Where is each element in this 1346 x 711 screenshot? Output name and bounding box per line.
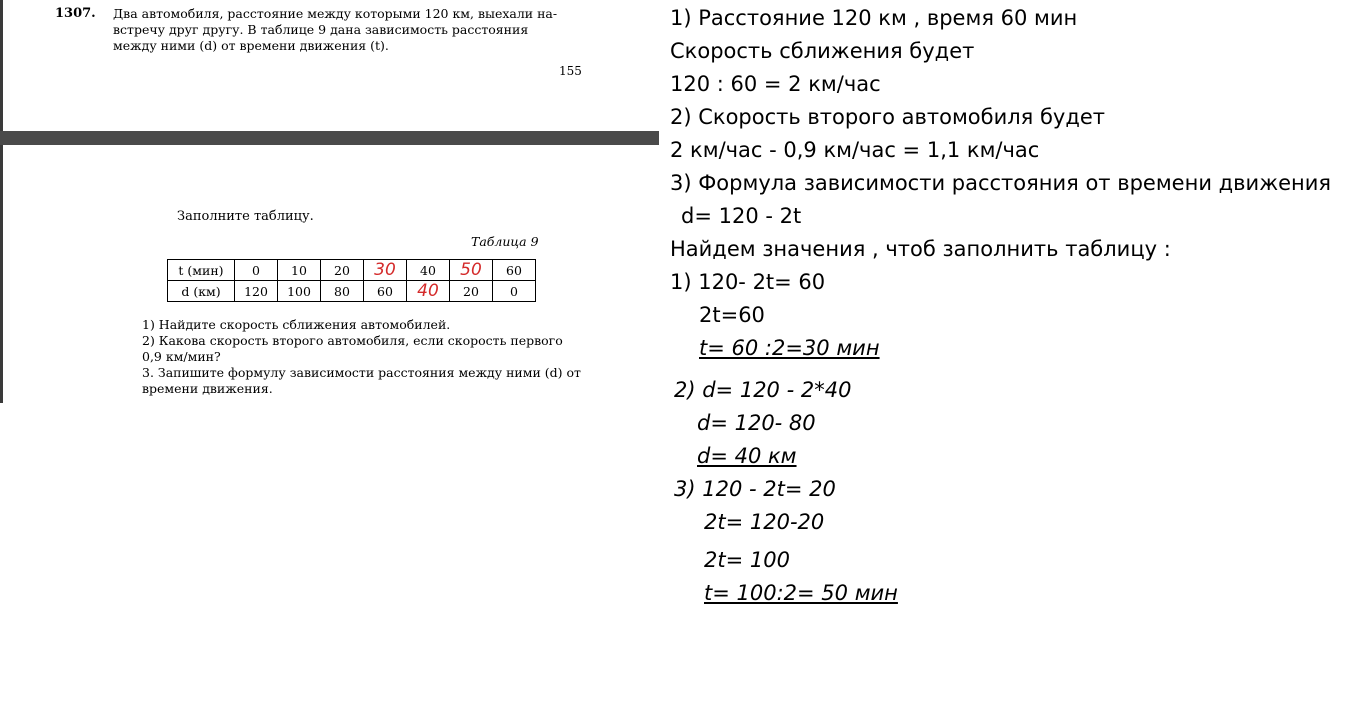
table-cell: 60 <box>493 260 536 281</box>
table-row <box>168 260 536 281</box>
solution-line: 2t=60 <box>699 303 765 327</box>
question-line: 2) Какова скорость второго автомобиля, если скорость первого <box>142 333 563 348</box>
table-cell: 80 <box>321 281 364 302</box>
question-line: 1) Найдите скорость сближения автомобилей. <box>142 317 451 332</box>
table-cell: 120 <box>235 281 278 302</box>
question-line: 3. Запишите формулу зависимости расстояния между ними (d) от <box>142 365 581 380</box>
textbook-table-panel <box>0 145 659 403</box>
solution-line: Скорость сближения будет <box>670 39 975 63</box>
problem-text-line: Два автомобиля, расстояние между которыми 120 км, выехали на- <box>113 6 558 21</box>
solution-line: 3) Формула зависимости расстояния от времени движения <box>670 171 1332 195</box>
handwritten-cell: 40 <box>407 281 450 302</box>
answer-line: d= 40 км <box>697 444 797 468</box>
question-line: 0,9 км/мин? <box>142 349 221 364</box>
answer-line: t= 100:2= 50 мин <box>704 581 898 605</box>
fill-instruction: Заполните таблицу. <box>177 209 314 224</box>
solution-line: 1) 120- 2t= 60 <box>670 270 826 294</box>
solution-line: 3) 120 - 2t= 20 <box>674 477 836 501</box>
table-caption: Таблица 9 <box>471 234 539 249</box>
table-cell: 10 <box>278 260 321 281</box>
solution-line: 2t= 100 <box>704 548 790 572</box>
handwritten-cell: 30 <box>364 260 407 281</box>
table-cell: 40 <box>407 260 450 281</box>
question-line: времени движения. <box>142 381 273 396</box>
formula-line: d= 120 - 2t <box>681 204 802 228</box>
solution-line: 120 : 60 = 2 км/час <box>670 72 881 96</box>
solution-line: 2) Скорость второго автомобиля будет <box>670 105 1106 129</box>
table-cell: 0 <box>493 281 536 302</box>
questions-list <box>142 317 614 397</box>
problem-text <box>113 6 583 54</box>
answer-line: t= 60 :2=30 мин <box>699 336 880 360</box>
handwritten-cell: 50 <box>450 260 493 281</box>
problem-number: 1307. <box>55 6 96 21</box>
page-number: 155 <box>559 64 582 78</box>
panel-divider <box>0 131 659 145</box>
solution-line: 1) Расстояние 120 км , время 60 мин <box>670 6 1078 30</box>
problem-text-line: между ними (d) от времени движения (t). <box>113 38 389 53</box>
table-cell: 60 <box>364 281 407 302</box>
table-cell: 100 <box>278 281 321 302</box>
solution-line: Найдем значения , чтоб заполнить таблицу : <box>670 237 1171 261</box>
problem-text-line: встречу друг другу. В таблице 9 дана зависимость расстояния <box>113 22 529 37</box>
table-row <box>168 281 536 302</box>
data-table <box>167 259 536 302</box>
textbook-problem-panel <box>0 0 659 131</box>
solution-line: d= 120- 80 <box>697 411 816 435</box>
table-cell: 20 <box>321 260 364 281</box>
solution-line: 2) d= 120 - 2*40 <box>674 378 852 402</box>
table-cell: 20 <box>450 281 493 302</box>
row-label-t: t (мин) <box>168 260 235 281</box>
table-cell: 0 <box>235 260 278 281</box>
solution-line: 2 км/час - 0,9 км/час = 1,1 км/час <box>670 138 1040 162</box>
solution-line: 2t= 120-20 <box>704 510 825 534</box>
row-label-d: d (км) <box>168 281 235 302</box>
